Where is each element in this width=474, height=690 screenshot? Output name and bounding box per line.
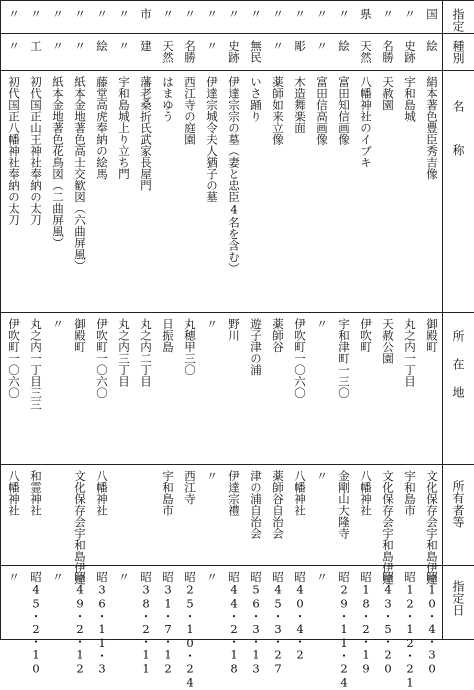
cell-owner: 西江寺 bbox=[183, 470, 197, 505]
cell-date: 昭10・4・30 bbox=[425, 571, 439, 676]
cell-name: 富田信高画像 bbox=[315, 76, 329, 145]
cell-owner: 文化保存会宇和島伊達 bbox=[381, 470, 395, 585]
cell-type: 絵 bbox=[337, 40, 351, 52]
cell-location: 薬師谷 bbox=[271, 318, 285, 353]
cell-designation: 〃 bbox=[315, 8, 329, 20]
cell-owner: 文化保存会宇和島伊達 bbox=[425, 470, 439, 585]
cell-designation: 〃 bbox=[271, 8, 285, 20]
header-column-divider bbox=[442, 0, 443, 640]
cell-designation: 国 bbox=[425, 8, 439, 20]
cell-date: 〃 bbox=[315, 571, 329, 583]
cell-date: 昭45・3・27 bbox=[271, 571, 285, 676]
cell-date: 昭45・2・10 bbox=[29, 571, 43, 676]
cell-location: 日振島 bbox=[161, 318, 175, 353]
cell-name: 藩老桑折氏武家長屋門 bbox=[139, 76, 153, 191]
cell-location: 〃 bbox=[51, 318, 65, 330]
cell-type: 絵 bbox=[95, 40, 109, 52]
cell-owner: 八幡神社 bbox=[293, 470, 307, 516]
top-border bbox=[0, 0, 474, 1]
cell-designation: 〃 bbox=[381, 8, 395, 20]
cell-location: 伊吹町一〇六〇 bbox=[7, 318, 21, 399]
cell-designation: 市 bbox=[139, 8, 153, 20]
cell-location: 〃 bbox=[205, 318, 219, 330]
cell-owner: 伊達宗禮 bbox=[227, 470, 241, 516]
cell-designation: 〃 bbox=[161, 8, 175, 20]
cell-designation: 〃 bbox=[117, 8, 131, 20]
cell-date: 〃 bbox=[51, 571, 65, 583]
row-divider-location bbox=[0, 312, 474, 313]
cell-date: 昭36・11・3 bbox=[95, 571, 109, 676]
cell-location: 野川 bbox=[227, 318, 241, 341]
cell-name: 紙本金地著色花鳥図（二曲屏風） bbox=[51, 76, 65, 249]
header-location: 所 在 地 bbox=[451, 330, 465, 400]
cell-date: 昭38・2・11 bbox=[139, 571, 153, 676]
cell-location: 〃 bbox=[315, 318, 329, 330]
cell-designation: 〃 bbox=[73, 8, 87, 20]
cell-designation: 〃 bbox=[403, 8, 417, 20]
cell-date: 昭49・2・12 bbox=[73, 571, 87, 676]
cell-type: 史跡 bbox=[403, 40, 417, 63]
cell-date: 昭31・7・12 bbox=[161, 571, 175, 676]
cell-date: 昭44・2・18 bbox=[227, 571, 241, 676]
cell-name: 伊達宗宗の墓（妻と忠臣4名を含む） bbox=[227, 76, 241, 274]
header-owner: 所有者等 bbox=[451, 480, 465, 528]
cell-type: 絵 bbox=[425, 40, 439, 52]
cell-designation: 〃 bbox=[205, 8, 219, 20]
cell-name: 宇和島城上り立ち門 bbox=[117, 76, 131, 180]
header-designation: 指定 bbox=[451, 8, 465, 32]
cell-name: 富田知信画像 bbox=[337, 76, 351, 145]
cell-type: 〃 bbox=[315, 40, 329, 52]
cell-type: 工 bbox=[29, 40, 43, 52]
cell-date: 昭43・5・20 bbox=[381, 571, 395, 676]
cell-name: 絹本著色豊臣秀吉像 bbox=[425, 76, 439, 180]
cell-date: 〃 bbox=[117, 571, 131, 583]
cell-name: 薬師如来立像 bbox=[271, 76, 285, 145]
cell-owner: 和霊神社 bbox=[29, 470, 43, 516]
cell-type: 史跡 bbox=[227, 40, 241, 63]
cell-location: 伊吹町一〇六〇 bbox=[293, 318, 307, 399]
cell-type: 名勝 bbox=[381, 40, 395, 63]
cell-date: 昭12・12・21 bbox=[403, 571, 417, 690]
header-date: 指定日 bbox=[451, 580, 465, 616]
cell-type: 天然 bbox=[161, 40, 175, 63]
header-divider bbox=[0, 0, 1, 640]
row-divider-date bbox=[0, 565, 474, 566]
cell-type: 無民 bbox=[249, 40, 263, 63]
cell-name: 初代国正山王神社奉納の太刀 bbox=[29, 76, 43, 226]
row-divider-name bbox=[0, 70, 474, 71]
cell-type: 〃 bbox=[117, 40, 131, 52]
cell-date: 昭25・10・24 bbox=[183, 571, 197, 690]
cell-designation: 県 bbox=[359, 8, 373, 20]
header-name: 名 称 bbox=[451, 100, 465, 166]
cell-name: 紙本金地著色高士交歓図（六曲屏風） bbox=[73, 76, 87, 272]
cell-date: 〃 bbox=[7, 571, 21, 583]
cell-location: 宇和津町一三〇 bbox=[337, 318, 351, 399]
cell-type: 名勝 bbox=[183, 40, 197, 63]
cell-owner: 〃 bbox=[315, 470, 329, 482]
cell-designation: 〃 bbox=[95, 8, 109, 20]
cell-name: 天赦園 bbox=[381, 76, 395, 111]
cell-location: 伊吹町一〇六〇 bbox=[95, 318, 109, 399]
cell-owner: 津の浦自治会 bbox=[249, 470, 263, 539]
cell-designation: 〃 bbox=[51, 8, 65, 20]
cell-owner: 八幡神社 bbox=[359, 470, 373, 516]
row-divider-owner bbox=[0, 464, 474, 465]
cell-date: 昭56・3・13 bbox=[249, 571, 263, 676]
cell-type: 〃 bbox=[271, 40, 285, 52]
cell-name: 藤堂高虎奉納の絵馬 bbox=[95, 76, 109, 180]
cell-type: 建 bbox=[139, 40, 153, 52]
cell-owner: 〃 bbox=[205, 470, 219, 482]
cell-designation: 〃 bbox=[7, 8, 21, 20]
cell-owner: 薬師谷自治会 bbox=[271, 470, 285, 539]
cell-designation: 〃 bbox=[337, 8, 351, 20]
cell-location: 丸之内三丁目 bbox=[117, 318, 131, 387]
cell-owner: 八幡神社 bbox=[7, 470, 21, 516]
cell-name: 木造舞楽面 bbox=[293, 76, 307, 134]
cell-location: 丸之内一丁目 bbox=[403, 318, 417, 387]
cell-owner: 金剛山大隆寺 bbox=[337, 470, 351, 539]
cell-date: 昭18・2・19 bbox=[359, 571, 373, 676]
cell-type: 〃 bbox=[51, 40, 65, 52]
cell-designation: 〃 bbox=[249, 8, 263, 20]
cell-designation: 〃 bbox=[183, 8, 197, 20]
cell-owner: 宇和島市 bbox=[403, 470, 417, 516]
cell-designation: 〃 bbox=[227, 8, 241, 20]
header-type: 種別 bbox=[451, 40, 465, 64]
cell-date: 昭40・4・2 bbox=[293, 571, 307, 662]
row-divider-type bbox=[0, 33, 474, 34]
cell-type: 〃 bbox=[7, 40, 21, 52]
cell-name: はまゆう bbox=[161, 76, 175, 122]
cell-type: 〃 bbox=[73, 40, 87, 52]
cell-name: 西江寺の庭園 bbox=[183, 76, 197, 145]
cell-designation: 〃 bbox=[293, 8, 307, 20]
cell-location: 御殿町 bbox=[73, 318, 87, 353]
cell-location: 天赦公園 bbox=[381, 318, 395, 364]
cell-location: 丸之内一丁目三三 bbox=[29, 318, 43, 410]
cell-name: いさ踊り bbox=[249, 76, 263, 122]
cell-designation: 〃 bbox=[29, 8, 43, 20]
cell-date: 〃 bbox=[205, 571, 219, 583]
cell-location: 遊子津の浦 bbox=[249, 318, 263, 376]
cell-owner: 宇和島市 bbox=[161, 470, 175, 516]
cell-type: 天然 bbox=[359, 40, 373, 63]
cell-date: 昭29・11・24 bbox=[337, 571, 351, 690]
cell-name: 宇和島城 bbox=[403, 76, 417, 122]
cell-type: 〃 bbox=[205, 40, 219, 52]
cell-owner: 八幡神社 bbox=[95, 470, 109, 516]
cell-type: 彫 bbox=[293, 40, 307, 52]
cell-owner: 文化保存会宇和島伊達 bbox=[73, 470, 87, 585]
cell-name: 八幡神社のイブキ bbox=[359, 76, 373, 168]
cell-location: 丸之内二丁目 bbox=[139, 318, 153, 387]
cell-name: 初代国正八幡神社奉納の太刀 bbox=[7, 76, 21, 226]
cell-name: 伊達宗城令夫人猶子の墓 bbox=[205, 76, 219, 203]
cell-location: 伊吹町 bbox=[359, 318, 373, 353]
cell-location: 丸穂甲三〇 bbox=[183, 318, 197, 376]
cell-location: 御殿町 bbox=[425, 318, 439, 353]
